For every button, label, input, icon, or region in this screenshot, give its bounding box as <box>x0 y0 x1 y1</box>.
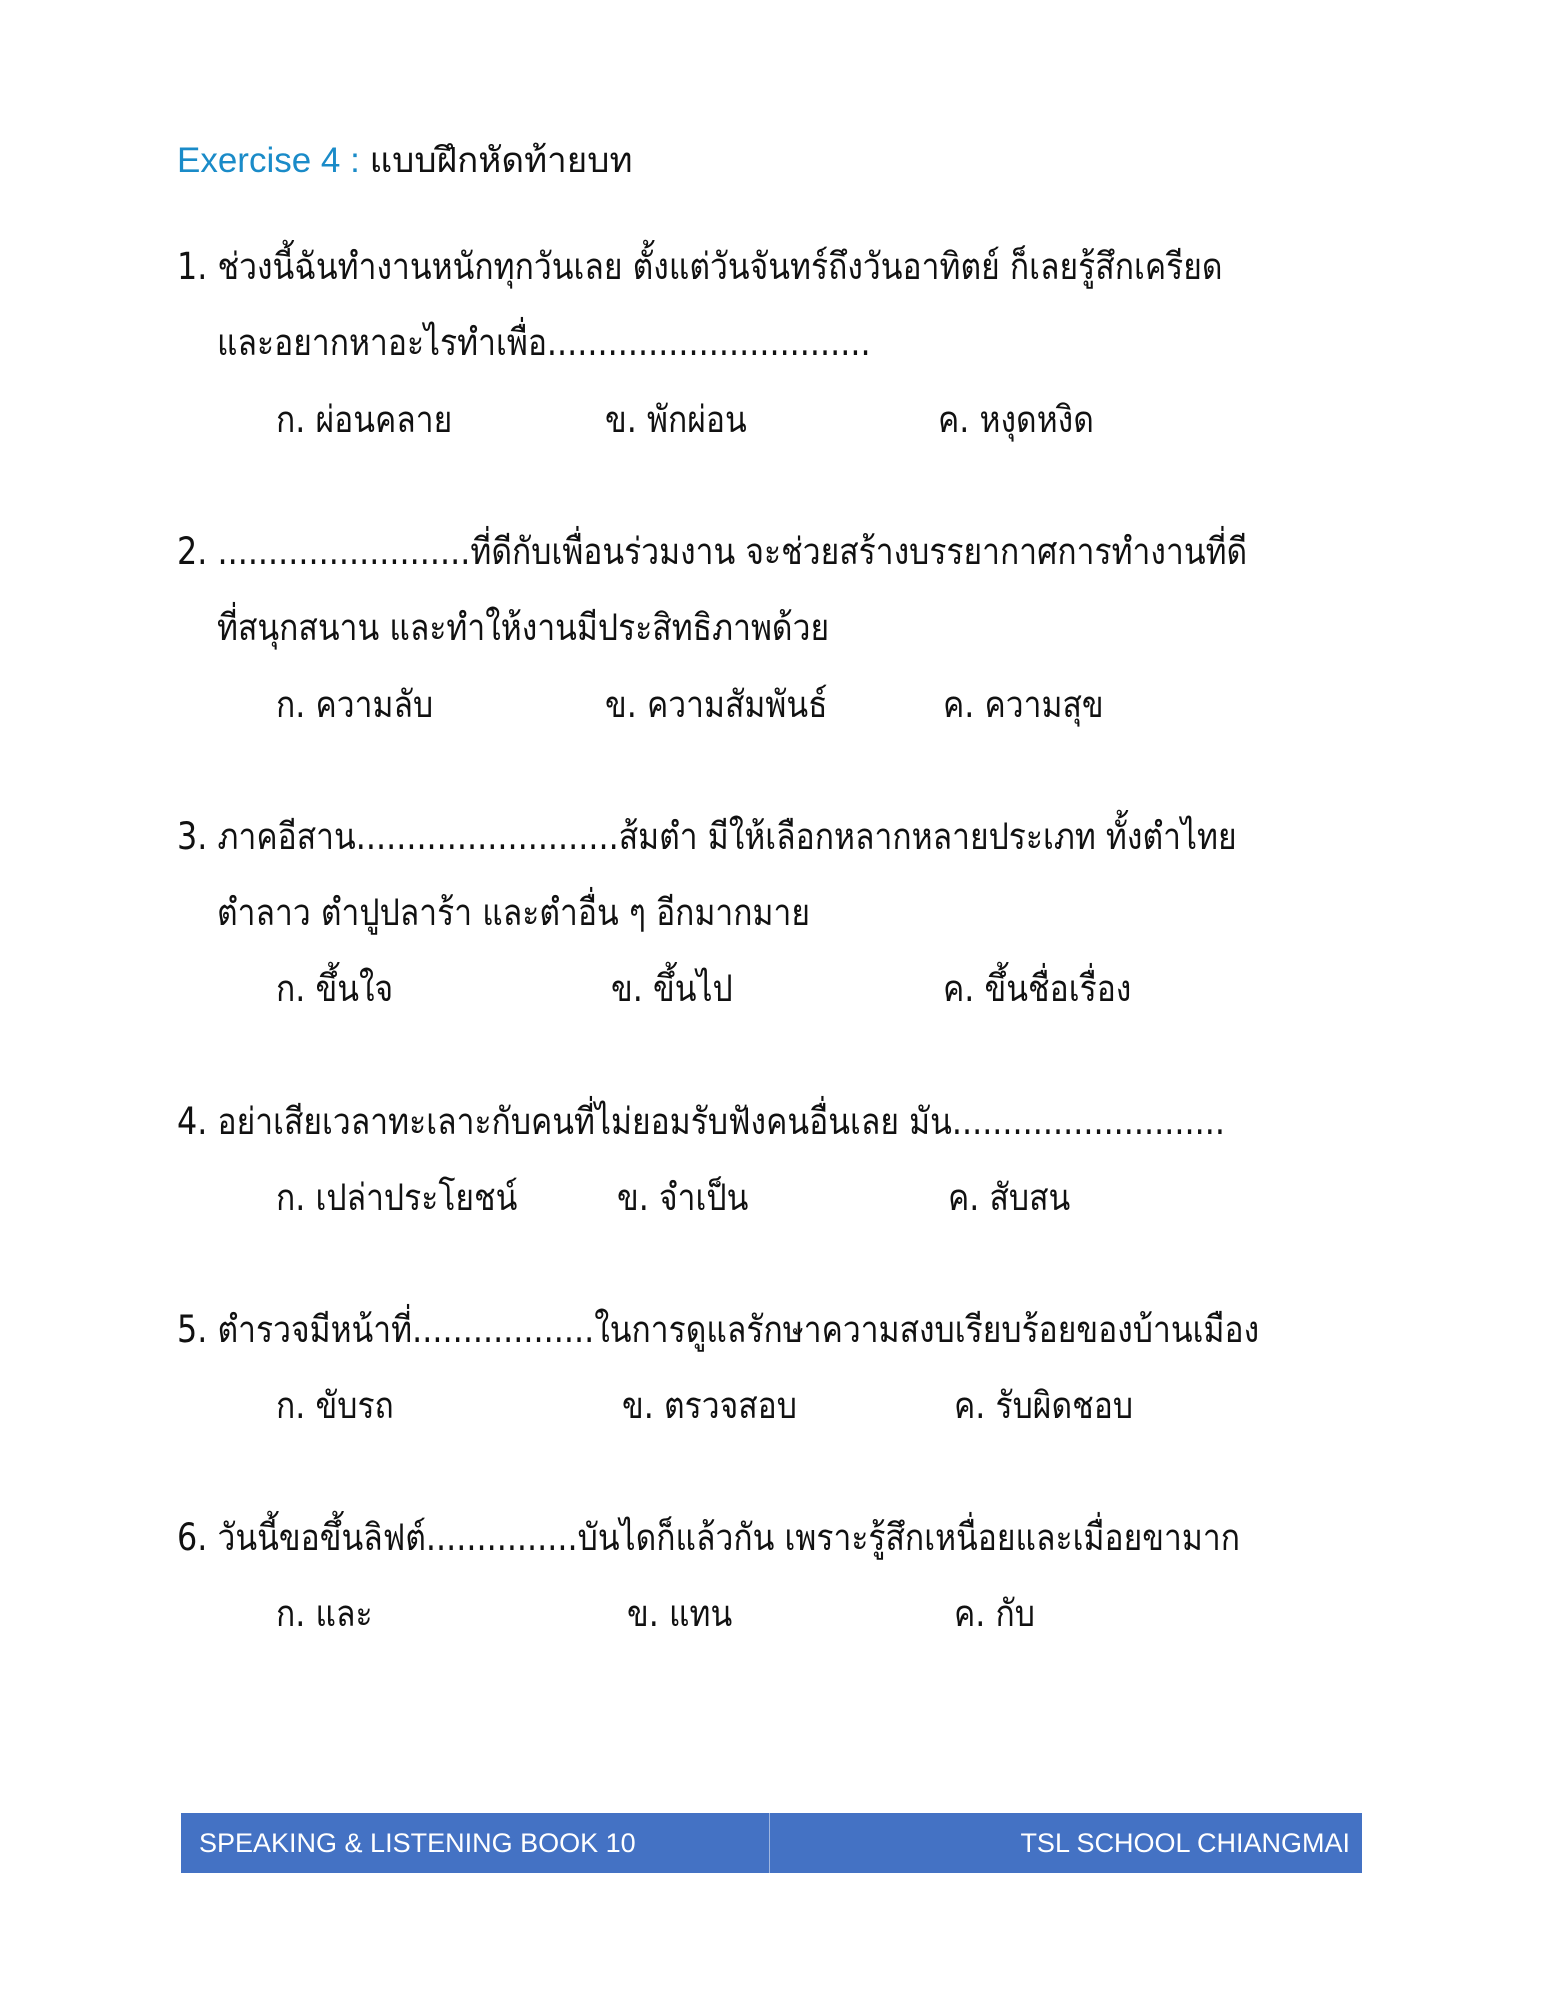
question-5-choice-c[interactable]: ค. รับผิดชอบ <box>954 1384 1134 1427</box>
page-footer <box>181 1813 1362 1873</box>
question-6-choice-c[interactable]: ค. กับ <box>954 1592 1035 1635</box>
question-1-line-1: 1. ช่วงนี้ฉันทำงานหนักทุกวันเลย ตั้งแต่วันจันทร์ถึงวันอาทิตย์ ก็เลยรู้สึกเครียด <box>177 245 1223 288</box>
question-5-line-1: 5. ตำรวจมีหน้าที่..................ในการดูแลรักษาความสงบเรียบร้อยของบ้านเมือง <box>177 1308 1260 1351</box>
question-3-line-1: 3. ภาคอีสาน..........................ส้มตำ มีให้เลือกหลากหลายประเภท ทั้งตำไทย <box>177 815 1237 858</box>
question-2-choice-a[interactable]: ก. ความลับ <box>276 683 434 726</box>
question-6-choice-a[interactable]: ก. และ <box>276 1592 373 1635</box>
question-1-choice-c[interactable]: ค. หงุดหงิด <box>938 398 1094 441</box>
question-3-line-2: ตำลาว ตำปูปลาร้า และตำอื่น ๆ อีกมากมาย <box>217 891 811 934</box>
question-1-choice-b[interactable]: ข. พักผ่อน <box>605 398 747 441</box>
footer-book-title <box>181 1813 770 1873</box>
footer-school-name <box>770 1813 1362 1873</box>
exercise-title-english: Exercise 4 : <box>177 141 370 180</box>
question-5-choice-a[interactable]: ก. ขับรถ <box>276 1384 394 1427</box>
question-4-choice-b[interactable]: ข. จำเป็น <box>617 1176 749 1219</box>
question-3-choice-b[interactable]: ข. ขึ้นไป <box>611 967 733 1010</box>
footer-book-title-text: SPEAKING & LISTENING BOOK 10 <box>199 1827 636 1858</box>
question-3-choice-c[interactable]: ค. ขึ้นชื่อเรื่อง <box>943 967 1132 1010</box>
question-2-choice-c[interactable]: ค. ความสุข <box>943 683 1104 726</box>
question-2-line-2: ที่สนุกสนาน และทำให้งานมีประสิทธิภาพด้วย <box>217 606 830 649</box>
exercise-title <box>177 136 633 186</box>
question-6-choice-b[interactable]: ข. แทน <box>627 1592 733 1635</box>
question-4-choice-c[interactable]: ค. สับสน <box>948 1176 1071 1219</box>
question-5-choice-b[interactable]: ข. ตรวจสอบ <box>622 1384 797 1427</box>
question-1-choice-a[interactable]: ก. ผ่อนคลาย <box>276 398 453 441</box>
question-2-choice-b[interactable]: ข. ความสัมพันธ์ <box>605 683 828 726</box>
question-2-line-1: 2. .........................ที่ดีกับเพื่อนร่วมงาน จะช่วยสร้างบรรยากาศการทำงานที่ดี <box>177 530 1248 573</box>
footer-school-name-text: TSL SCHOOL CHIANGMAI <box>1020 1827 1350 1858</box>
question-4-line-1: 4. อย่าเสียเวลาทะเลาะกับคนที่ไม่ยอมรับฟังคนอื่นเลย มัน........................... <box>177 1100 1225 1143</box>
exercise-title-thai: แบบฝึกหัดท้ายบท <box>369 141 633 180</box>
question-4-choice-a[interactable]: ก. เปล่าประโยชน์ <box>276 1176 518 1219</box>
question-1-line-2: และอยากหาอะไรทำเพื่อ................................ <box>217 321 871 364</box>
question-3-choice-a[interactable]: ก. ขึ้นใจ <box>276 967 394 1010</box>
question-6-line-1: 6. วันนี้ขอขึ้นลิฟต์...............บันไดก็แล้วกัน เพราะรู้สึกเหนื่อยและเมื่อยขามาก <box>177 1516 1240 1559</box>
